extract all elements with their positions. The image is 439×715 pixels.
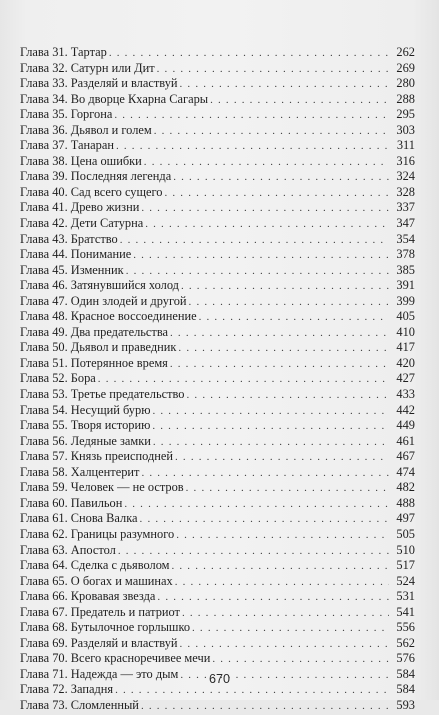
chapter-page-number: 385 [396, 262, 415, 277]
chapter-page-number: 510 [396, 542, 415, 557]
toc-entry [20, 418, 415, 434]
chapter-page-number: 316 [396, 153, 415, 168]
toc-entry [20, 698, 415, 714]
dot-leader [141, 466, 389, 482]
toc-entry [20, 356, 415, 372]
dot-leader [153, 435, 389, 451]
dot-leader [114, 108, 389, 124]
chapter-page-number: 488 [396, 495, 415, 510]
toc-entry [20, 123, 415, 139]
chapter-page-number: 303 [396, 122, 415, 137]
dot-leader [118, 544, 389, 560]
chapter-title: Глава 50. Дьявол и праведник [20, 340, 177, 355]
chapter-page-number: 524 [396, 573, 415, 588]
dot-leader [173, 170, 389, 186]
toc-entry [20, 76, 415, 92]
dot-leader [157, 590, 389, 606]
chapter-title: Глава 62. Границы разумного [20, 526, 175, 541]
chapter-title: Глава 61. Снова Валка [20, 511, 138, 526]
chapter-title: Глава 58. Халцентерит [20, 464, 140, 479]
chapter-title: Глава 38. Цена ошибки [20, 153, 142, 168]
chapter-title: Глава 47. Один злодей и другой [20, 293, 187, 308]
chapter-title: Глава 45. Изменник [20, 262, 124, 277]
chapter-title: Глава 39. Последняя легенда [20, 169, 172, 184]
dot-leader [98, 372, 389, 388]
chapter-page-number: 474 [396, 464, 415, 479]
toc-entry [20, 371, 415, 387]
toc-entry [20, 558, 415, 574]
chapter-title: Глава 52. Бора [20, 371, 96, 386]
chapter-title: Глава 43. Братство [20, 231, 118, 246]
toc-entry [20, 200, 415, 216]
toc-entry [20, 589, 415, 605]
chapter-title: Глава 68. Бутылочное горлышко [20, 620, 191, 635]
toc-entry [20, 403, 415, 419]
toc-entry [20, 263, 415, 279]
toc-entry [20, 232, 415, 248]
chapter-title: Глава 72. Западня [20, 682, 114, 697]
toc-entry [20, 527, 415, 543]
chapter-page-number: 593 [396, 697, 415, 712]
toc-entry [20, 387, 415, 403]
toc-entry [20, 278, 415, 294]
chapter-title: Глава 40. Сад всего сущего [20, 184, 163, 199]
chapter-page-number: 295 [396, 107, 415, 122]
toc-entry [20, 636, 415, 652]
chapter-page-number: 467 [396, 449, 415, 464]
toc-entry [20, 449, 415, 465]
chapter-title: Глава 53. Третье предательство [20, 387, 185, 402]
chapter-page-number: 442 [396, 402, 415, 417]
dot-leader [154, 124, 389, 140]
toc-entry [20, 61, 415, 77]
toc-entry [20, 340, 415, 356]
chapter-page-number: 505 [396, 526, 415, 541]
dot-leader [141, 699, 389, 715]
chapter-page-number: 584 [396, 666, 415, 681]
chapter-title: Глава 67. Предатель и патриот [20, 604, 180, 619]
chapter-title: Глава 31. Тартар [20, 45, 107, 59]
chapter-title: Глава 32. Сатурн или Дит [20, 60, 155, 75]
chapter-page-number: 405 [396, 309, 415, 324]
toc-entry [20, 216, 415, 232]
chapter-title: Глава 59. Человек — не остров [20, 480, 184, 495]
chapter-page-number: 391 [396, 278, 415, 293]
dot-leader [152, 419, 389, 435]
chapter-page-number: 280 [396, 76, 415, 91]
toc-entry [20, 511, 415, 527]
dot-leader [180, 77, 389, 93]
toc-entry [20, 620, 415, 636]
dot-leader [157, 62, 389, 78]
dot-leader [180, 637, 389, 653]
dot-leader [170, 326, 389, 342]
chapter-title: Глава 56. Ледяные замки [20, 433, 151, 448]
chapter-page-number: 269 [396, 60, 415, 75]
chapter-title: Глава 55. Творя историю [20, 418, 151, 433]
dot-leader [152, 404, 389, 420]
chapter-title: Глава 57. Князь преисподней [20, 449, 174, 464]
toc-entry [20, 543, 415, 559]
chapter-page-number: 427 [396, 371, 415, 386]
chapter-page-number: 337 [396, 200, 415, 215]
chapter-page-number: 461 [396, 433, 415, 448]
dot-leader [187, 388, 389, 404]
chapter-title: Глава 51. Потерянное время [20, 355, 168, 370]
toc-entry [20, 434, 415, 450]
toc-entry [20, 574, 415, 590]
chapter-title: Глава 70. Всего красноречивее мечи [20, 651, 211, 666]
chapter-page-number: 449 [396, 418, 415, 433]
chapter-title: Глава 34. Во дворце Кхарна Сагары [20, 91, 209, 106]
toc-entry [20, 651, 415, 667]
chapter-page-number: 328 [396, 184, 415, 199]
chapter-page-number: 482 [396, 480, 415, 495]
toc-entry [20, 185, 415, 201]
chapter-title: Глава 35. Горгона [20, 107, 113, 122]
chapter-page-number: 288 [396, 91, 415, 106]
chapter-page-number: 562 [396, 635, 415, 650]
toc-entry [20, 138, 415, 154]
dot-leader [170, 357, 389, 373]
chapter-title: Глава 64. Сделка с дьяволом [20, 558, 170, 573]
chapter-page-number: 584 [396, 682, 415, 697]
dot-leader [145, 217, 389, 233]
chapter-title: Глава 54. Несущий бурю [20, 402, 151, 417]
dot-leader [178, 341, 389, 357]
dot-leader [199, 310, 389, 326]
chapter-title: Глава 41. Древо жизни [20, 200, 140, 215]
chapter-title: Глава 66. Кровавая звезда [20, 589, 156, 604]
dot-leader [182, 606, 389, 622]
dot-leader [192, 621, 389, 637]
dot-leader [126, 264, 389, 280]
toc-entry [20, 325, 415, 341]
toc-entry [20, 309, 415, 325]
dot-leader [176, 528, 389, 544]
chapter-title: Глава 46. Затянувшийся холод [20, 278, 179, 293]
chapter-page-number: 433 [396, 387, 415, 402]
dot-leader [172, 559, 390, 575]
toc-entry [20, 107, 415, 123]
chapter-page-number: 497 [396, 511, 415, 526]
dot-leader [141, 201, 389, 217]
toc-entry [20, 294, 415, 310]
toc-entry [20, 92, 415, 108]
dot-leader [186, 481, 389, 497]
dot-leader [175, 450, 389, 466]
dot-leader [140, 512, 389, 528]
dot-leader [165, 186, 390, 202]
chapter-title: Глава 48. Красное воссоединение [20, 309, 197, 324]
chapter-title: Глава 69. Разделяй и властвуй [20, 635, 178, 650]
chapter-title: Глава 73. Сломленный [20, 697, 139, 712]
toc-entry [20, 169, 415, 185]
dot-leader [124, 497, 389, 513]
dot-leader [212, 652, 389, 668]
chapter-page-number: 541 [396, 604, 415, 619]
page-number: 670 [208, 672, 230, 686]
chapter-title: Глава 60. Павильон [20, 495, 123, 510]
chapter-title: Глава 49. Два предательства [20, 324, 169, 339]
dot-leader [144, 155, 389, 171]
dot-leader [116, 139, 389, 155]
toc-entry [20, 465, 415, 481]
toc-entry [20, 154, 415, 170]
chapter-page-number: 354 [396, 231, 415, 246]
chapter-title: Глава 33. Разделяй и властвуй [20, 76, 178, 91]
dot-leader [189, 295, 389, 311]
chapter-page-number: 517 [396, 558, 415, 573]
dot-leader [175, 575, 389, 591]
toc-entry [20, 480, 415, 496]
toc-entry [20, 605, 415, 621]
chapter-title: Глава 44. Понимание [20, 247, 132, 262]
dot-leader [181, 279, 389, 295]
chapter-page-number: 410 [396, 324, 415, 339]
chapter-page-number: 531 [396, 589, 415, 604]
chapter-page-number: 262 [396, 45, 415, 59]
chapter-page-number: 576 [396, 651, 415, 666]
table-of-contents [20, 45, 415, 714]
chapter-title: Глава 36. Дьявол и голем [20, 122, 152, 137]
chapter-page-number: 378 [396, 247, 415, 262]
toc-entry [20, 45, 415, 61]
chapter-page-number: 311 [396, 138, 415, 153]
chapter-title: Глава 65. О богах и машинах [20, 573, 173, 588]
chapter-title: Глава 63. Апостол [20, 542, 116, 557]
dot-leader [109, 46, 389, 62]
chapter-page-number: 324 [396, 169, 415, 184]
chapter-page-number: 399 [396, 293, 415, 308]
chapter-page-number: 347 [396, 216, 415, 231]
toc-entry [20, 496, 415, 512]
dot-leader [133, 248, 389, 264]
dot-leader [120, 233, 389, 249]
chapter-title: Глава 37. Танаран [20, 138, 114, 153]
chapter-title: Глава 71. Надежда — это дым [20, 666, 179, 681]
dot-leader [210, 93, 389, 109]
chapter-page-number: 417 [396, 340, 415, 355]
chapter-title: Глава 42. Дети Сатурна [20, 216, 144, 231]
chapter-page-number: 420 [396, 355, 415, 370]
chapter-page-number: 556 [396, 620, 415, 635]
toc-entry [20, 247, 415, 263]
